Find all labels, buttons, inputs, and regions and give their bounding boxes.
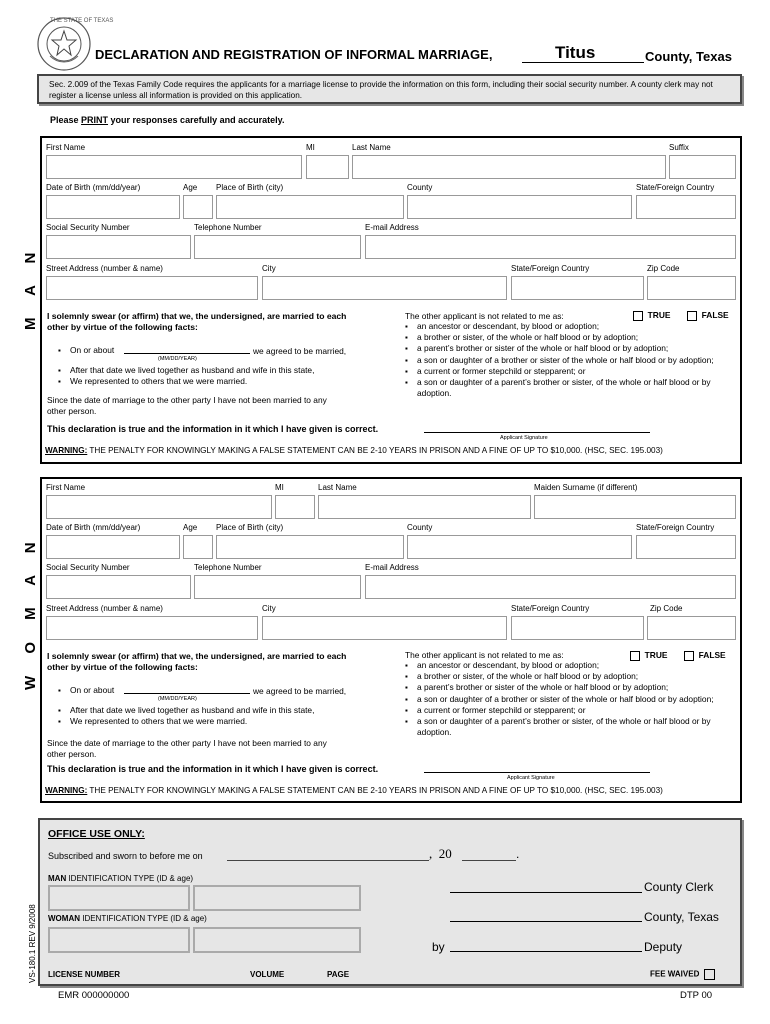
man-state2-field[interactable] bbox=[511, 276, 644, 300]
subscribed-date-line[interactable] bbox=[227, 860, 429, 861]
man-relations-list bbox=[405, 321, 735, 399]
man-ssn-field[interactable] bbox=[46, 235, 191, 259]
woman-declaration: This declaration is true and the information in it which I have given is correct. bbox=[47, 764, 379, 774]
woman-false-option[interactable]: FALSE bbox=[684, 650, 726, 661]
checkbox-icon bbox=[704, 969, 715, 980]
woman-zip-field[interactable] bbox=[647, 616, 736, 640]
woman-lived: ▪ After that date we lived together as husband and wife in this state, bbox=[58, 705, 368, 716]
woman-zip-label: Zip Code bbox=[650, 604, 683, 613]
woman-age-label: Age bbox=[183, 523, 198, 532]
county-underline bbox=[522, 62, 644, 63]
deputy-label: Deputy bbox=[644, 940, 683, 954]
man-first-name-label: First Name bbox=[46, 143, 86, 152]
man-city-field[interactable] bbox=[262, 276, 507, 300]
man-pob-label: Place of Birth (city) bbox=[216, 183, 284, 192]
man-state-label: State/Foreign Country bbox=[636, 183, 715, 192]
man-relation: ▪ a brother or sister, of the whole or half blood or by adoption; bbox=[405, 332, 735, 343]
man-age-label: Age bbox=[183, 183, 198, 192]
county-suffix: County, Texas bbox=[645, 49, 732, 64]
woman-pob-label: Place of Birth (city) bbox=[216, 523, 284, 532]
county-clerk-label: County Clerk bbox=[644, 880, 714, 894]
man-phone-label: Telephone Number bbox=[194, 223, 262, 232]
man-city-label: City bbox=[262, 264, 276, 273]
woman-city-label: City bbox=[262, 604, 276, 613]
woman-ssn-label: Social Security Number bbox=[46, 563, 130, 572]
woman-state2-field[interactable] bbox=[511, 616, 644, 640]
man-mi-label: MI bbox=[306, 143, 315, 152]
man-mmddyear: (MM/DD/YEAR) bbox=[158, 356, 197, 362]
man-represented: ▪ We represented to others that we were married. bbox=[58, 376, 368, 387]
man-suffix-field[interactable] bbox=[669, 155, 736, 179]
man-relation: ▪ a son or daughter of a parent’s brother or sister, of the whole or half blood or by adoption. bbox=[405, 377, 735, 399]
state-seal bbox=[36, 16, 92, 72]
woman-side-label: W O M A N bbox=[22, 533, 39, 690]
checkbox-icon bbox=[687, 311, 697, 321]
woman-email-field[interactable] bbox=[365, 575, 736, 599]
man-warning: WARNING: THE PENALTY FOR KNOWINGLY MAKING A FALSE STATEMENT CAN BE 2-10 YEARS IN PRISON AND A FINE OF UP TO $10,000. (HSC, SEC. 195.003) bbox=[45, 446, 663, 455]
man-since-text: Since the date of marriage to the other party I have not been married to any other person. bbox=[47, 395, 327, 416]
seal-text: THE STATE OF TEXAS bbox=[50, 18, 114, 24]
man-id-label: MAN IDENTIFICATION TYPE (ID & age) bbox=[48, 874, 194, 883]
woman-mi-label: MI bbox=[275, 483, 284, 492]
man-relation: ▪ an ancestor or descendant, by blood or adoption; bbox=[405, 321, 735, 332]
man-last-name-field[interactable] bbox=[352, 155, 666, 179]
woman-mmddyear: (MM/DD/YEAR) bbox=[158, 696, 197, 702]
woman-warning: WARNING: THE PENALTY FOR KNOWINGLY MAKING A FALSE STATEMENT CAN BE 2-10 YEARS IN PRISON AND A FINE OF UP TO $10,000. (HSC, SEC. 195.003) bbox=[45, 786, 663, 795]
woman-relation: ▪ an ancestor or descendant, by blood or adoption; bbox=[405, 660, 735, 671]
man-dob-label: Date of Birth (mm/dd/year) bbox=[46, 183, 141, 192]
woman-relation: ▪ a brother or sister, of the whole or half blood or by adoption; bbox=[405, 671, 735, 682]
year-line[interactable] bbox=[462, 860, 516, 861]
man-signature-line[interactable] bbox=[424, 432, 650, 433]
woman-id-age-field[interactable] bbox=[193, 927, 361, 953]
woman-mi-field[interactable] bbox=[275, 495, 315, 519]
man-true-option[interactable]: TRUE bbox=[633, 310, 670, 321]
county-texas-line[interactable] bbox=[450, 921, 642, 922]
woman-true-option[interactable]: TRUE bbox=[630, 650, 667, 661]
man-suffix-label: Suffix bbox=[669, 143, 689, 152]
man-relation: ▪ a parent’s brother or sister of the whole or half blood or by adoption; bbox=[405, 343, 735, 354]
woman-dob-label: Date of Birth (mm/dd/year) bbox=[46, 523, 141, 532]
man-state2-label: State/Foreign Country bbox=[511, 264, 590, 273]
woman-date-line[interactable] bbox=[124, 693, 250, 694]
man-zip-label: Zip Code bbox=[647, 264, 680, 273]
man-zip-field[interactable] bbox=[647, 276, 736, 300]
volume-label: VOLUME bbox=[250, 970, 285, 979]
woman-ssn-field[interactable] bbox=[46, 575, 191, 599]
county-name[interactable]: Titus bbox=[555, 43, 596, 62]
woman-age-field[interactable] bbox=[183, 535, 213, 559]
woman-dob-field[interactable] bbox=[46, 535, 180, 559]
woman-not-related: The other applicant is not related to me as: bbox=[405, 650, 564, 660]
notice-text: Sec. 2.009 of the Texas Family Code requires the applicants for a marriage license to provide the information on this form, including their social security number. A county clerk may not register a license unless all information is provided on this application. bbox=[49, 80, 713, 100]
form-code: VS-180.1 REV 9/2008 bbox=[28, 904, 37, 983]
woman-maiden-label: Maiden Surname (if different) bbox=[534, 483, 638, 492]
year-period: . bbox=[516, 847, 520, 861]
woman-maiden-field[interactable] bbox=[534, 495, 736, 519]
man-county-label: County bbox=[407, 183, 433, 192]
woman-relations-list bbox=[405, 660, 735, 738]
man-id-type-field[interactable] bbox=[48, 885, 190, 911]
man-dob-field[interactable] bbox=[46, 195, 180, 219]
license-number-label: LICENSE NUMBER bbox=[48, 970, 121, 979]
woman-state2-label: State/Foreign Country bbox=[511, 604, 590, 613]
man-id-age-field[interactable] bbox=[193, 885, 361, 911]
man-last-name-label: Last Name bbox=[352, 143, 391, 152]
man-relation: ▪ a son or daughter of a brother or sister of the whole or half blood or by adoption; bbox=[405, 355, 735, 366]
woman-relation: ▪ a current or former stepchild or stepparent; or bbox=[405, 705, 735, 716]
woman-email-label: E-mail Address bbox=[365, 563, 419, 572]
woman-relation: ▪ a son or daughter of a brother or sister of the whole or half blood or by adoption; bbox=[405, 694, 735, 705]
office-title: OFFICE USE ONLY: bbox=[48, 828, 145, 840]
man-mi-field[interactable] bbox=[306, 155, 349, 179]
woman-last-name-field[interactable] bbox=[318, 495, 531, 519]
woman-on-or-about: ▪ On or about bbox=[58, 685, 368, 696]
woman-signature-line[interactable] bbox=[424, 772, 650, 773]
man-swear-text: I solemnly swear (or affirm) that we, the undersigned, are married to each other by virtue of the following facts: bbox=[47, 311, 347, 332]
woman-id-label: WOMAN IDENTIFICATION TYPE (ID & age) bbox=[48, 914, 207, 923]
man-email-field[interactable] bbox=[365, 235, 736, 259]
subscribed-text: Subscribed and sworn to before me on bbox=[48, 851, 203, 861]
checkbox-icon bbox=[633, 311, 643, 321]
notice-box bbox=[37, 74, 742, 104]
woman-id-type-field[interactable] bbox=[48, 927, 190, 953]
woman-last-name-label: Last Name bbox=[318, 483, 357, 492]
man-date-line[interactable] bbox=[124, 353, 250, 354]
title-text: DECLARATION AND REGISTRATION OF INFORMAL MARRIAGE, bbox=[95, 47, 493, 62]
man-street-label: Street Address (number & name) bbox=[46, 264, 163, 273]
fee-waived-option[interactable]: FEE WAIVED bbox=[650, 969, 715, 980]
woman-state-field[interactable] bbox=[636, 535, 736, 559]
man-ssn-label: Social Security Number bbox=[46, 223, 130, 232]
woman-signature-caption: Applicant Signature bbox=[507, 775, 555, 781]
man-relation: ▪ a current or former stepchild or stepparent; or bbox=[405, 366, 735, 377]
woman-state-label: State/Foreign Country bbox=[636, 523, 715, 532]
man-on-or-about: ▪ On or about bbox=[58, 345, 368, 356]
woman-first-name-field[interactable] bbox=[46, 495, 272, 519]
man-email-label: E-mail Address bbox=[365, 223, 419, 232]
man-signature-caption: Applicant Signature bbox=[500, 435, 548, 441]
woman-relation: ▪ a son or daughter of a parent’s brother or sister, of the whole or half blood or by adoption. bbox=[405, 716, 735, 738]
print-instruction: Please PRINT your responses carefully and accurately. bbox=[50, 115, 285, 125]
woman-first-name-label: First Name bbox=[46, 483, 86, 492]
man-street-field[interactable] bbox=[46, 276, 258, 300]
man-side-label: M A N bbox=[22, 243, 39, 330]
man-phone-field[interactable] bbox=[194, 235, 361, 259]
deputy-line[interactable] bbox=[450, 951, 642, 952]
woman-represented: ▪ We represented to others that we were married. bbox=[58, 716, 368, 727]
year-prefix: , 20 bbox=[429, 846, 452, 861]
woman-county-label: County bbox=[407, 523, 433, 532]
man-pob-field[interactable] bbox=[216, 195, 404, 219]
emr-code: EMR 000000000 bbox=[58, 990, 130, 1001]
page-title bbox=[95, 47, 492, 62]
woman-swear-text: I solemnly swear (or affirm) that we, the undersigned, are married to each other by virtue of the following facts: bbox=[47, 651, 347, 672]
woman-relation: ▪ a parent’s brother or sister of the whole or half blood or by adoption; bbox=[405, 682, 735, 693]
county-texas-label: County, Texas bbox=[644, 910, 719, 924]
man-declaration: This declaration is true and the information in it which I have given is correct. bbox=[47, 424, 379, 434]
woman-agreed-text: we agreed to be married, bbox=[253, 686, 347, 696]
man-agreed-text: we agreed to be married, bbox=[253, 346, 347, 356]
by-label: by bbox=[432, 940, 445, 954]
man-not-related: The other applicant is not related to me as: bbox=[405, 311, 564, 321]
woman-street-field[interactable] bbox=[46, 616, 258, 640]
woman-phone-label: Telephone Number bbox=[194, 563, 262, 572]
woman-pob-field[interactable] bbox=[216, 535, 404, 559]
man-first-name-field[interactable] bbox=[46, 155, 302, 179]
woman-county-field[interactable] bbox=[407, 535, 632, 559]
man-county-field[interactable] bbox=[407, 195, 632, 219]
man-lived: ▪ After that date we lived together as husband and wife in this state, bbox=[58, 365, 368, 376]
woman-street-label: Street Address (number & name) bbox=[46, 604, 163, 613]
woman-city-field[interactable] bbox=[262, 616, 507, 640]
county-clerk-line[interactable] bbox=[450, 892, 642, 893]
page-label: PAGE bbox=[327, 970, 350, 979]
man-state-field[interactable] bbox=[636, 195, 736, 219]
woman-since-text: Since the date of marriage to the other party I have not been married to any other person. bbox=[47, 738, 327, 759]
man-age-field[interactable] bbox=[183, 195, 213, 219]
woman-phone-field[interactable] bbox=[194, 575, 361, 599]
dtp-code: DTP 00 bbox=[680, 990, 713, 1001]
man-false-option[interactable]: FALSE bbox=[687, 310, 729, 321]
